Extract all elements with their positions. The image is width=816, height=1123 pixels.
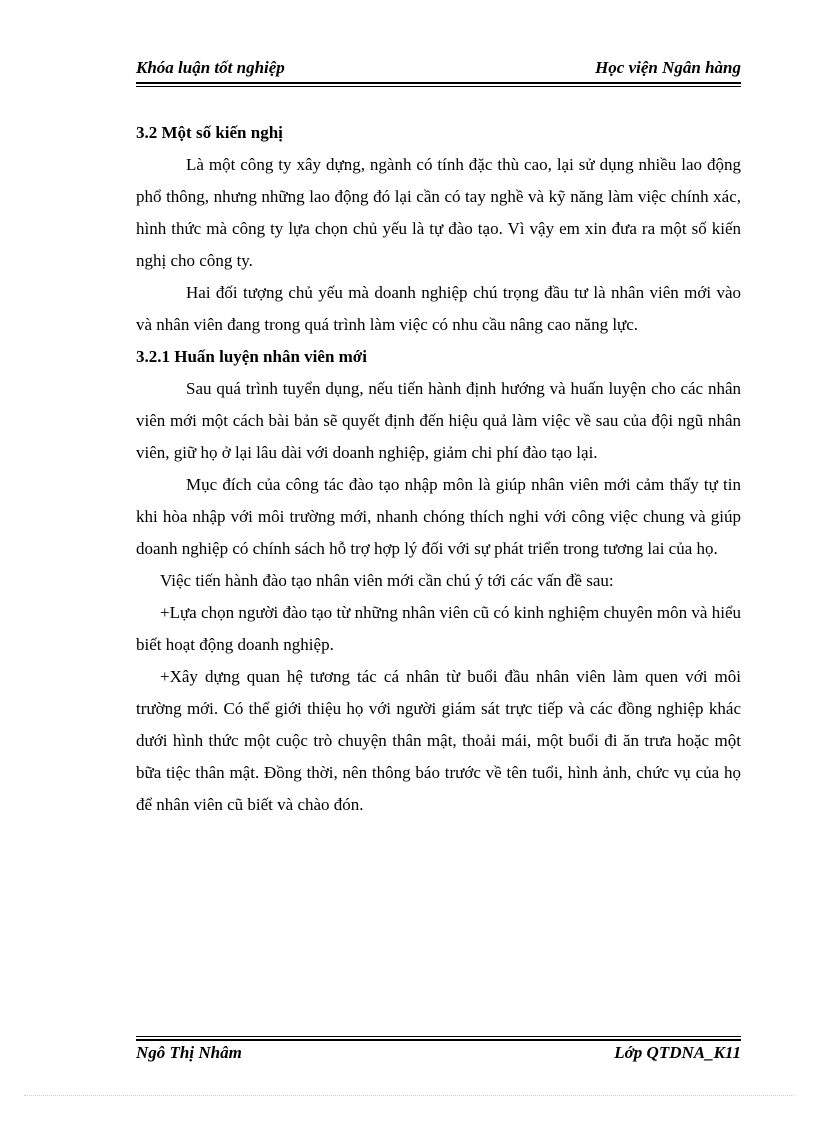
footer-class: Lớp QTDNA_K11 bbox=[614, 1043, 741, 1062]
paragraph-4: Mục đích của công tác đào tạo nhập môn là giúp nhân viên mới cảm thấy tự tin khi hòa nhập với môi trường mới, nhanh chóng thích nghi với công việc chung và giúp doanh nghiệp có chính sách hỗ trợ hợp lý đối với sự phát triển trong tương lai của họ. bbox=[136, 475, 741, 558]
paragraph-5: Việc tiến hành đào tạo nhân viên mới cần chú ý tới các vấn đề sau: bbox=[160, 571, 614, 590]
footer-rule-thick bbox=[136, 1039, 741, 1041]
footer-rule-thin bbox=[136, 1036, 741, 1037]
header-thesis-label: Khóa luận tốt nghiệp bbox=[136, 58, 285, 77]
header-rule-thick bbox=[136, 82, 741, 84]
page-body bbox=[136, 117, 741, 821]
page-header bbox=[136, 58, 741, 80]
paragraph-2: Hai đối tượng chủ yếu mà doanh nghiệp chú trọng đầu tư là nhân viên mới vào và nhân viên đang trong quá trình làm việc có nhu cầu nâng cao năng lực. bbox=[136, 283, 741, 334]
footer-author: Ngô Thị Nhâm bbox=[136, 1043, 242, 1062]
section-heading: 3.2 Một số kiến nghị bbox=[136, 123, 283, 142]
paragraph-3: Sau quá trình tuyển dụng, nếu tiến hành định hướng và huấn luyện cho các nhân viên mới một cách bài bản sẽ quyết định đến hiệu quả làm việc về sau của đội ngũ nhân viên, giữ họ ở lại lâu dài với doanh nghiệp, giảm chi phí đào tạo lại. bbox=[136, 379, 741, 462]
header-institution-label: Học viện Ngân hàng bbox=[595, 58, 741, 77]
subsection-heading: 3.2.1 Huấn luyện nhân viên mới bbox=[136, 347, 367, 366]
page-footer bbox=[136, 1043, 741, 1065]
paragraph-1: Là một công ty xây dựng, ngành có tính đặc thù cao, lại sử dụng nhiều lao động phổ thông, nhưng những lao động đó lại cần có tay nghề và kỹ năng làm việc chính xác, hình thức mà công ty lựa chọn chủ yếu là tự đào tạo. Vì vậy em xin đưa ra một số kiến nghị cho công ty. bbox=[136, 155, 741, 270]
paragraph-6: +Lựa chọn người đào tạo từ những nhân viên cũ có kinh nghiệm chuyên môn và hiểu biết hoạt động doanh nghiệp. bbox=[136, 603, 741, 654]
paragraph-7: +Xây dựng quan hệ tương tác cá nhân từ buổi đầu nhân viên làm quen với môi trường mới. Có thể giới thiệu họ với người giám sát trực tiếp và các đồng nghiệp khác dưới hình thức một cuộc trò chuyện thân mật, thoải mái, một buổi đi ăn trưa hoặc một bữa tiệc thân mật. Đồng thời, nên thông báo trước về tên tuổi, hình ảnh, chức vụ của họ để nhân viên cũ biết và chào đón. bbox=[136, 667, 741, 814]
header-rule-thin bbox=[136, 86, 741, 87]
page-bottom-border bbox=[24, 1095, 794, 1096]
